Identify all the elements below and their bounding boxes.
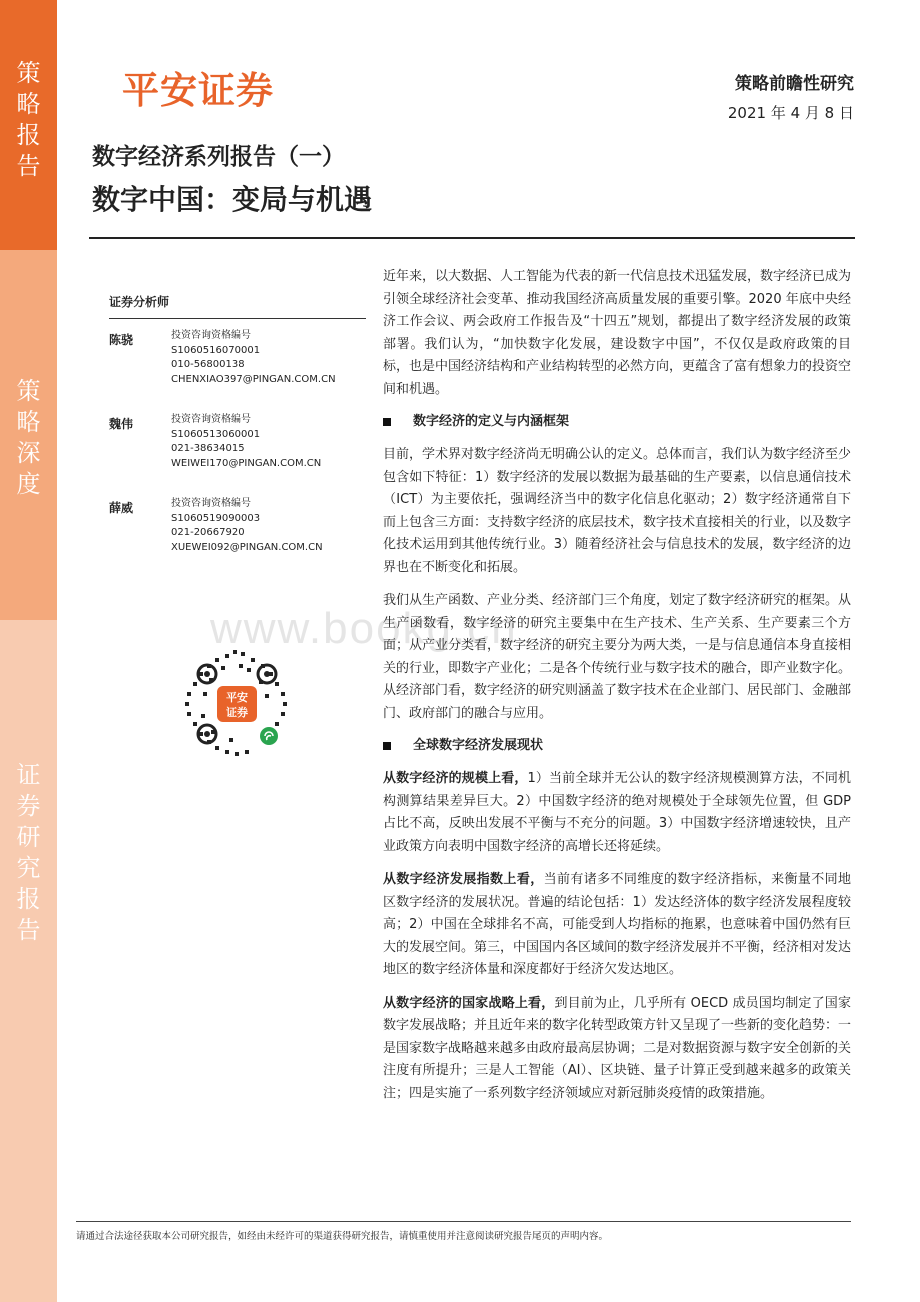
email-address: CHENXIAO397@PINGAN.COM.CN	[171, 373, 336, 385]
phone-number: 021-38634015	[171, 443, 245, 454]
section-heading-text: 全球数字经济发展现状	[413, 738, 544, 753]
paragraph: 我们从生产函数、产业分类、经济部门三个角度，划定了数字经济研究的框架。从生产函数看，数字经济的研究主要集中在生产技术、生产关系、生产要素三个方面；从产业分类看，数字经济的研究主要分为两大类，一是与信息通信本身直接相关的行业，即数字产业化；二是各个传统行业与数字技术的融合，即产业数字化。从经济部门看，数字经济的研究则涵盖了数字技术在企业部门、居民部门、金融部门、政府部门的融合与应用。	[383, 593, 852, 721]
sidebar	[0, 0, 57, 1302]
paragraph	[383, 869, 851, 982]
sidebar-block-depth	[0, 250, 57, 620]
paragraph-lead: 从数字经济的规模上看，	[383, 771, 528, 786]
square-bullet-icon	[383, 742, 391, 750]
section-heading-definition	[383, 412, 851, 432]
analyst-entry	[109, 413, 366, 487]
email-address: XUEWEI092@PINGAN.COM.CN	[171, 541, 323, 553]
analyst-panel-title: 证券分析师	[109, 293, 366, 319]
qr-logo-text-2: 证券	[226, 706, 248, 719]
paragraph-lead: 从数字经济发展指数上看，	[383, 872, 544, 887]
analyst-info	[171, 497, 323, 555]
intro-paragraph: 近年来，以大数据、人工智能为代表的新一代信息技术迅猛发展，数字经济已成为引领全球经济社会变革、推动我国经济高质量发展的重要引擎。2020 年底中央经济工作会议、两会政府工作报告及“十四五”规划，都提出了数字经济发展的政策部署。我们认为，“加快数字化发展，建设数字中国”，不仅仅是政府政策的目标，也是中国经济结构和产业结构转型的必然方向，更蕴含了富有想象力的投资空间和机遇。	[383, 269, 852, 397]
footer-disclaimer: 请通过合法途径获取本公司研究报告，如经由未经许可的渠道获得研究报告，请慎重使用并注意阅读研究报告尾页的声明内容。	[76, 1231, 609, 1242]
footer-divider	[76, 1221, 851, 1222]
pingan-logo: 平安证券	[122, 69, 274, 112]
title-divider	[89, 237, 855, 239]
analyst-info	[171, 413, 321, 471]
cert-number: S1060516070001	[171, 344, 261, 356]
cert-label: 投资咨询资格编号	[171, 498, 251, 509]
watermark: www.bookg.cn	[210, 604, 518, 653]
cert-label: 投资咨询资格编号	[171, 414, 251, 425]
cert-number: S1060513060001	[171, 428, 261, 440]
paragraph-text: 1）当前全球并无公认的数字经济规模测算方法，不同机构测算结果差异巨大。2）中国数字经济的绝对规模处于全球领先位置，但 GDP 占比不高，反映出发展不平衡与不充分的问题。3）中国数字经济增速较快，且产业政策方向表明中国数字经济的高增长还将延续。	[383, 771, 851, 854]
square-bullet-icon	[383, 418, 391, 426]
cert-number: S1060519090003	[171, 512, 261, 524]
paragraph: 目前，学术界对数字经济尚无明确公认的定义。总体而言，我们认为数字经济至少包含如下特征：1）数字经济的发展以数据为最基础的生产要素，以信息通信技术（ICT）为主要依托，强调经济当中的数字化信息化驱动；2）数字经济通常自下而上包含三方面：支持数字经济的底层技术，数字技术直接相关的行业，以及数字化技术运用到其他传统行业。3）随着经济社会与信息技术的发展，数字经济的边界也在不断变化和拓展。	[383, 447, 852, 575]
analyst-info	[171, 329, 336, 387]
analyst-name: 魏伟	[109, 417, 134, 431]
email-address: WEIWEI170@PINGAN.COM.CN	[171, 457, 322, 469]
analyst-name: 陈骁	[109, 333, 134, 347]
paragraph	[383, 993, 851, 1106]
series-title: 数字经济系列报告（一）	[92, 144, 345, 170]
section-heading-text: 数字经济的定义与内涵框架	[413, 414, 570, 429]
paragraph	[383, 768, 851, 858]
report-type: 策略前瞻性研究	[735, 74, 854, 94]
sidebar-label-research: 证券研究报告	[16, 761, 41, 944]
phone-number: 010-56800138	[171, 359, 245, 370]
qr-logo-text-1: 平安	[226, 691, 248, 704]
analyst-entry	[109, 329, 366, 403]
sidebar-block-research	[0, 620, 57, 1302]
wechat-qr-code-icon	[181, 648, 293, 760]
analyst-panel	[109, 293, 366, 571]
cert-label: 投资咨询资格编号	[171, 330, 251, 341]
paragraph-lead: 从数字经济的国家战略上看，	[383, 995, 555, 1011]
section-heading-global	[383, 736, 851, 756]
report-date: 2021 年 4 月 8 日	[727, 104, 854, 122]
analyst-name: 薛威	[109, 501, 134, 515]
phone-number: 021-20667920	[171, 527, 245, 538]
sidebar-block-report	[0, 0, 57, 250]
sidebar-label-depth: 策略深度	[16, 377, 41, 498]
report-summary	[383, 266, 851, 1116]
sidebar-label-report: 策略报告	[16, 59, 41, 180]
paragraph-text: 当前有诸多不同维度的数字经济指标，来衡量不同地区数字经济的发展状况。普遍的结论包括：1）发达经济体的数字经济发展程度较高；2）中国在全球排名不高，可能受到人均指标的拖累，也意味着中国仍然有巨大的发展空间。第三，中国国内各区域间的数字经济发展并不平衡，经济相对发达地区的数字经济体量和深度都好于经济欠发达地区。	[383, 872, 852, 977]
analyst-entry	[109, 497, 366, 571]
paragraph-text: 到目前为止，几乎所有 OECD 成员国均制定了国家数字发展战略；并且近年来的数字化转型政策方针又呈现了一些新的变化趋势：一是国家数字战略越来越多由政府最高层协调；二是对数据资源与数字安全创新的关注度有所提升；三是人工智能（AI）、区块链、量子计算正受到越来越多的政策关注；四是实施了一系列数字经济领域应对新冠肺炎疫情的政策措施。	[383, 995, 852, 1101]
page-title: 数字中国：变局与机遇	[92, 183, 373, 216]
